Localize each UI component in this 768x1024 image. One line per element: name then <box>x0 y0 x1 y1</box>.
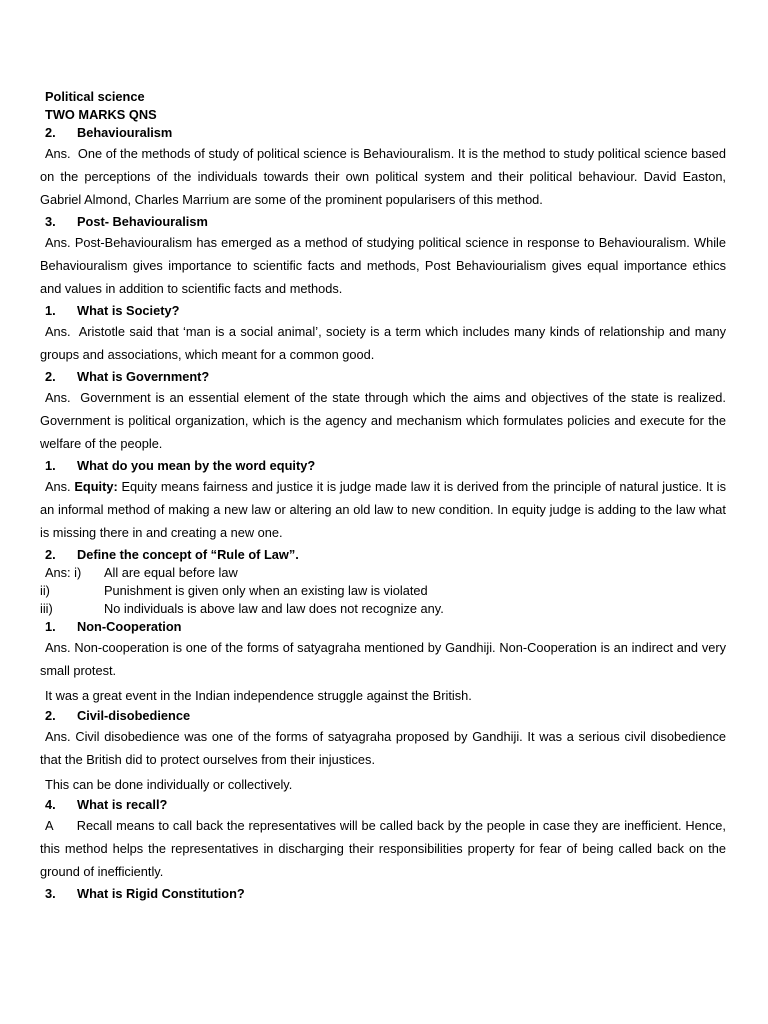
answer-paragraph <box>40 725 726 771</box>
question-number: 3. <box>45 886 56 901</box>
question-number: 1. <box>45 303 56 318</box>
question-title: Post- Behaviouralism <box>77 214 208 229</box>
question-number: 3. <box>45 214 56 229</box>
question-heading <box>40 457 726 475</box>
list-item-text: No individuals is above law and law does not recognize any. <box>104 601 444 616</box>
answer-text: Recall means to call back the representatives will be called back by the people in case they are inefficient. Hence, this method helps the representatives in discharging their responsibilities property for fear of being called back on the ground of inefficiently. <box>40 818 726 879</box>
question-number: 4. <box>45 797 56 812</box>
answer-text: Civil disobedience was one of the forms of satyagraha proposed by Gandhiji. It was a serious civil disobedience that the British did to protect ourselves from their injustices. <box>40 729 726 767</box>
answer-extra-text: It was a great event in the Indian independence struggle against the British. <box>45 688 472 703</box>
question-title: What is recall? <box>77 797 168 812</box>
question-title: Behaviouralism <box>77 125 173 140</box>
list-item-number: Ans: i) <box>45 565 82 580</box>
question-heading <box>40 546 726 564</box>
answer-prefix: Ans. <box>45 479 71 494</box>
answer-text: One of the methods of study of political science is Behaviouralism. It is the method to study political science based on the perceptions of the individuals towards their own political system and their political behaviour. David Easton, Gabriel Almond, Charles Marrium are some of the prominent popularisers of this method. <box>40 146 726 207</box>
question-number: 1. <box>45 458 56 473</box>
question-heading <box>40 302 726 320</box>
question-number: 2. <box>45 369 56 384</box>
answer-paragraph <box>40 636 726 682</box>
document-body <box>40 88 726 903</box>
answer-prefix: Ans. <box>45 324 71 339</box>
list-item-text: Punishment is given only when an existing law is violated <box>104 583 428 598</box>
list-item <box>40 600 726 618</box>
answer-prefix: Ans. <box>45 390 71 405</box>
question-title: Civil-disobedience <box>77 708 191 723</box>
list-item <box>40 564 726 582</box>
list-item-number: iii) <box>40 601 53 616</box>
question-heading <box>40 124 726 142</box>
question-number: 2. <box>45 547 56 562</box>
answer-paragraph <box>40 142 726 211</box>
answer-text: Equity means fairness and justice it is judge made law it is derived from the principle of natural justice. It is an informal method of making a new law or altering an old law to new condition. In equity judge is adding to the law what is missing there in and creating a new one. <box>40 479 726 540</box>
question-number: 2. <box>45 125 56 140</box>
question-heading <box>40 213 726 231</box>
answer-text: Aristotle said that ‘man is a social animal’, society is a term which includes many kinds of relationship and many groups and associations, which meant for a common good. <box>40 324 727 362</box>
question-heading <box>40 618 726 636</box>
section-title: TWO MARKS QNS <box>45 107 157 122</box>
question-title: What is Rigid Constitution? <box>77 886 245 901</box>
answer-text: Government is an essential element of the state through which the aims and objectives of the state is realized. Government is political organization, which is the agency and mechanism which formulates policies and execute for the welfare of the people. <box>40 390 726 451</box>
answer-term: Equity: <box>74 479 118 494</box>
answer-text: Post-Behaviouralism has emerged as a method of studying political science in response to Behaviouralism. While Behaviouralism gives importance to scientific facts and methods, Post Behaviourialism gives equal importance ethics and values in addition to scientific facts and methods. <box>40 235 726 296</box>
question-heading <box>40 707 726 725</box>
question-heading <box>40 368 726 386</box>
answer-paragraph <box>40 814 726 883</box>
answer-prefix: Ans. <box>45 146 71 161</box>
answer-paragraph <box>40 320 726 366</box>
question-title: Non-Cooperation <box>77 619 182 634</box>
answer-paragraph <box>40 475 726 544</box>
list-item-text: All are equal before law <box>104 565 238 580</box>
answer-paragraph <box>40 231 726 300</box>
question-heading <box>40 885 726 903</box>
question-title: What do you mean by the word equity? <box>77 458 316 473</box>
subject-title: Political science <box>45 89 145 104</box>
answer-extra-text: This can be done individually or collectively. <box>45 777 293 792</box>
question-number: 1. <box>45 619 56 634</box>
question-title: Define the concept of “Rule of Law”. <box>77 547 299 562</box>
list-item <box>40 582 726 600</box>
answer-prefix: Ans. <box>45 640 71 655</box>
answer-paragraph <box>40 386 726 455</box>
question-number: 2. <box>45 708 56 723</box>
answer-prefix: A <box>45 818 54 833</box>
question-title: What is Government? <box>77 369 210 384</box>
question-heading <box>40 796 726 814</box>
list-item-number: ii) <box>40 583 50 598</box>
answer-text: Non-cooperation is one of the forms of satyagraha mentioned by Gandhiji. Non-Cooperation is an indirect and very small protest. <box>40 640 726 678</box>
answer-prefix: Ans. <box>45 235 71 250</box>
answer-prefix: Ans. <box>45 729 71 744</box>
question-title: What is Society? <box>77 303 180 318</box>
